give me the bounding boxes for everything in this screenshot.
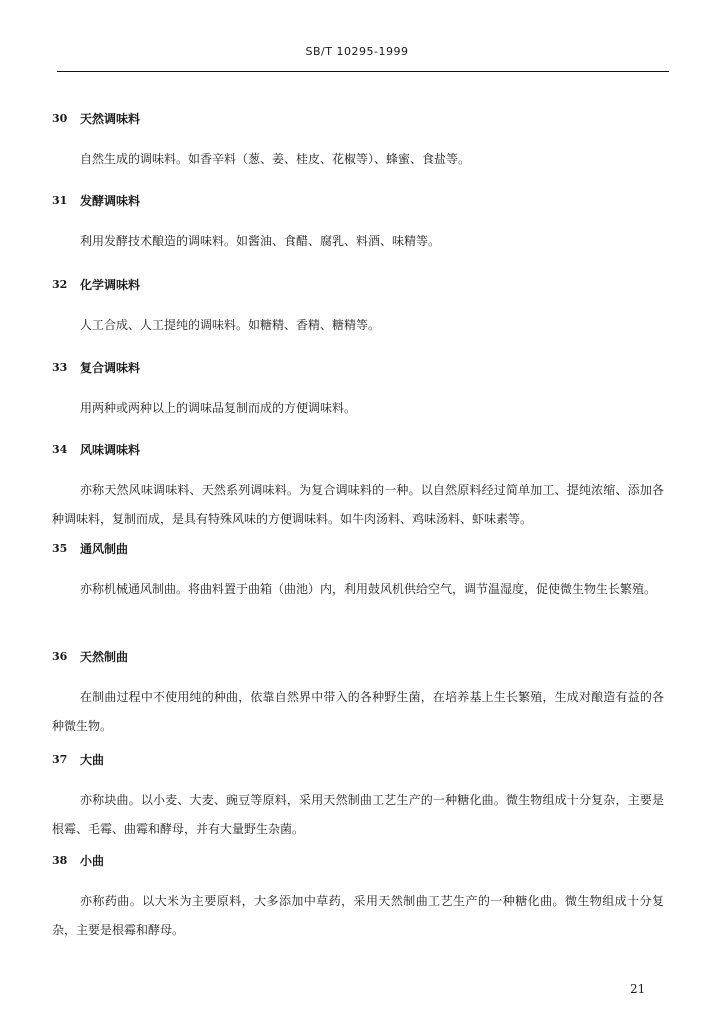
term-name: 天然调味料 [80, 112, 141, 126]
term-name: 风味调味料 [80, 443, 141, 457]
term-definition: 亦称块曲。以小麦、大麦、豌豆等原料，采用天然制曲工艺生产的一种糖化曲。微生物组成十分复杂，主要是根霉、毛霉、曲霉和酵母，并有大量野生杂菌。 [52, 793, 664, 836]
page-number: 21 [630, 982, 646, 996]
term-definition: 自然生成的调味料。如香辛料（葱、姜、桂皮、花椒等）、蜂蜜、食盐等。 [80, 152, 471, 166]
term-number: 37 [52, 753, 68, 766]
term-number: 36 [52, 650, 68, 663]
term-number: 35 [52, 542, 68, 555]
term-definition: 用两种或两种以上的调味品复制而成的方便调味料。 [80, 401, 357, 415]
term-number: 31 [52, 194, 68, 207]
term-definition: 亦称机械通风制曲。将曲料置于曲箱（曲池）内，利用鼓风机供给空气，调节温湿度，促使微生物生长繁殖。 [80, 582, 657, 596]
term-number: 30 [52, 112, 68, 125]
term-name: 通风制曲 [80, 542, 129, 556]
term-number: 38 [52, 854, 68, 867]
term-name: 小曲 [80, 854, 105, 868]
term-name: 复合调味料 [80, 361, 141, 375]
term-name: 天然制曲 [80, 650, 129, 664]
term-definition: 利用发酵技术酿造的调味料。如酱油、食醋、腐乳、料酒、味精等。 [80, 234, 441, 248]
term-number: 34 [52, 443, 68, 456]
term-definition: 亦称药曲。以大米为主要原料，大多添加中草药，采用天然制曲工艺生产的一种糖化曲。微生物组成十分复杂，主要是根霉和酵母。 [52, 894, 664, 937]
standard-code-header: SB/T 10295-1999 [305, 45, 409, 58]
term-definition: 人工合成、人工提纯的调味料。如糖精、香精、糖精等。 [80, 318, 381, 332]
term-number: 32 [52, 278, 68, 291]
term-name: 化学调味料 [80, 278, 141, 292]
term-name: 大曲 [80, 753, 105, 767]
term-definition: 亦称天然风味调味料、天然系列调味料。为复合调味料的一种。以自然原料经过简单加工、提纯浓缩、添加各种调味料，复制而成，是具有特殊风味的方便调味料。如牛肉汤料、鸡味汤料、虾味素等。 [52, 483, 664, 526]
term-definition: 在制曲过程中不使用纯的种曲，依靠自然界中带入的各种野生菌，在培养基上生长繁殖，生成对酿造有益的各种微生物。 [52, 690, 664, 733]
term-number: 33 [52, 361, 68, 374]
term-name: 发酵调味料 [80, 194, 141, 208]
header-rule [57, 71, 669, 72]
